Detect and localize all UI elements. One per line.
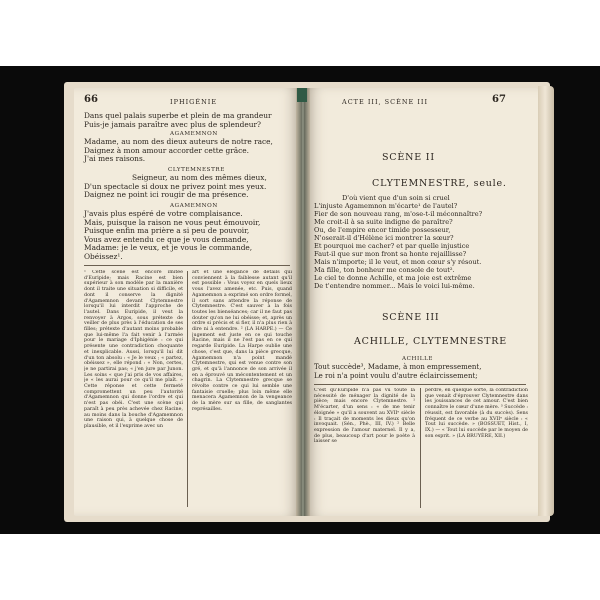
verse-line: Mais n'importe; il le veut, et mon cœur s'y résout.: [314, 258, 482, 266]
verse-line: Me croit-il à sa suite indigne de paraître?: [314, 218, 453, 226]
scene-3-characters: ACHILLE, CLYTEMNESTRE: [354, 336, 507, 347]
scene-3-title: SCÈNE III: [382, 312, 440, 323]
verse-line: Obéissez¹.: [84, 252, 123, 261]
footnote-text: perdre, en quelque sorte, la contradiction que venait d'éprouver Clytemnestre dans les jouissances de cet amour. C'est bien connaître le cœur d'une mère. ³ Succède : réussit, est favorable (à du succès). Sens fréquent de ce verbe au XVIIᵉ siècle : « Tout lui succède. » (BOSSUET, Hist., I, IX.) — « Tout lui succède par le moyen de son esprit. » (LA BRUYÈRE, XII.): [425, 388, 528, 439]
verse-line: Le roi n'a point voulu d'autre éclaircissement;: [314, 371, 478, 380]
right-page-number: 67: [492, 94, 506, 105]
footnote-text: C'est qu'Euripide n'a pas vu toute la nécessité de ménager la dignité de la pièce; mais encore Clytemnestre. ¹ M'écarter, d'un sens : « de me tenir éloignée » qu'il a souvent au XVIIᵉ siècle : Il traçait de moments les dieux qu'on invoquait. (Sén., Phè., III, IV.) ² Belle expression de l'amour maternel. Il y a, de plus, beaucoup d'art pour le poète à laisser se: [314, 388, 415, 445]
verse-line: Le ciel te donne Achille, et ma joie est extrême: [314, 274, 472, 282]
footnote-divider: [314, 384, 526, 385]
footnote-column-right: [425, 388, 528, 510]
scene-2-characters: CLYTEMNESTRE, seule.: [372, 178, 507, 189]
footnote-column-right: [192, 270, 292, 510]
verse-line: Madame: je le veux, et je vous le commande,: [84, 243, 253, 253]
verse-line: J'avais plus espéré de votre complaisance.: [84, 209, 243, 218]
verse-line: L'injuste Agamemnon m'écarte¹ de l'autel?: [314, 202, 458, 210]
verse-line: J'ai mes raisons.: [84, 154, 146, 164]
left-page-number: 66: [84, 94, 98, 105]
footnote-column-left: [314, 388, 415, 510]
footnote-divider: [84, 265, 290, 266]
scene-2-title: SCÈNE II: [382, 152, 435, 163]
speaker-label: AGAMEMNON: [170, 131, 218, 137]
bookmark-ribbon: [297, 88, 307, 102]
verse-line: Dans quel palais superbe et plein de ma grandeur: [84, 111, 272, 120]
verse-line: De t'entendre nommer... Mais le voici lui-même.: [314, 282, 475, 290]
verse-line: Ou, de l'empire encor timide possesseur,: [314, 226, 451, 234]
verse-line: Madame, au nom des dieux auteurs de notre race,: [84, 137, 273, 146]
left-running-title: IPHIGÉNIE: [170, 98, 218, 106]
verse-line: Daignez à mon amour accorder cette grâce.: [84, 145, 249, 155]
verse-line: Mais, puisque la raison ne vous peut émouvoir,: [84, 217, 261, 227]
verse-line: Puis-je jamais paraître avec plus de splendeur?: [84, 119, 261, 129]
verse-line: Ma fille, ton bonheur me console de tout².: [314, 266, 455, 274]
column-divider: [187, 271, 188, 507]
right-running-title: ACTE III, SCÈNE III: [342, 98, 429, 106]
verse-line: Faut-il que sur mon front sa honte rejaillisse?: [314, 250, 467, 258]
verse-line: Vous avez entendu ce que je vous demande,: [84, 234, 249, 244]
book-cover-edge: [538, 86, 554, 516]
verse-line: Puisque enfin ma prière a si peu de pouvoir,: [84, 226, 250, 236]
footnote-text: ¹ Cette scène est encore imitée d'Euripide; mais Racine est bien supérieur à son modèle par la manière dont il traite une situation si difficile, et dont il conserve la dignité d'Agamemnon devant Clytemnestre lorsqu'il lui interdit l'approche de l'autel. Dans Euripide, il veut la renvoyer à Argos, sous prétexte de veiller de plus près à l'éducation de ses filles; prétexte d'autant moins probable que lui-même l'a fait venir à l'armée pour le mariage d'Iphigénie : ce qui présente une contradiction choquante et inexplicable. Aussi, lorsqu'il lui dit d'un ton absolu : « Je le veux ; « partez, obéissez », elle répond : « Non, certes, je ne partirai pas; « j'en jure par Junon. Les soins « que j'ai pris de vos affaires, je « les aurai pour ce qu'il me plaît. » Cette réponse et cette fermeté compromettent un peu l'autorité d'Agamemnon qui donne l'ordre et qui n'est pas obéi. C'est une scène qui paraît à peu près achevée chez Racine, au moins dans la bouche d'Agamemnon une raison qui, à quelque chose de plausible, et il l'exprime avec un: [84, 270, 183, 429]
verse-line: Tout succède³, Madame, à mon empressement,: [314, 363, 482, 371]
book-gutter: [296, 88, 310, 516]
left-page: [74, 88, 302, 516]
speaker-label: AGAMEMNON: [170, 203, 218, 209]
footnote-column-left: [84, 270, 183, 510]
verse-line: Seigneur, au nom des mêmes dieux,: [132, 173, 267, 182]
footnote-text: art et une élégance de détails qui conviennent à la faiblesse autant qu'il est possible : Vous voyez en quels lieux vous l'avez amenée, etc. Puis, quand Agamemnon a exprimé son ordre formel, il sort sans attendre la réponse de Clytemnestre. C'est sauver à la fois toutes les bienséances; car il ne faut pas douter qu'on ne lui obéisse; et, après un ordre si précis et si fier, il n'a plus rien à dire ni à entendre. ² (LA HARPE.) — Ce jugement est juste en ce qui touche Racine, mais il ne l'est pas en ce qui regarde Euripide. La Harpe oublie une chose, c'est que, dans la pièce grecque, Agamemnon n'a point mandé Clytemnestre, qui est venue contre son gré, et qu'à l'annonce de son arrivée il en a éprouvé un mécontentement et un chagrin. La Clytemnestre grecque se révolte contre ce qui lui semble une fantaisie cruelle; plus loin même elle menacera Agamemnon de la vengeance de la mère sur sa fille, de sanglantes représailles.: [192, 270, 292, 412]
column-divider: [420, 388, 421, 508]
speaker-label: ACHILLE: [402, 356, 434, 362]
verse-line: N'oserait-il d'Hélène ici montrer la sœur?: [314, 234, 454, 242]
verse-line: Fier de son nouveau rang, m'ose-t-il méconnaître?: [314, 210, 483, 218]
verse-line: Daignez ne point ici rougir de ma présence.: [84, 190, 249, 200]
speaker-label: CLYTEMNESTRE: [168, 167, 225, 173]
verse-line: Et pourquoi me cacher? et par quelle injustice: [314, 242, 470, 250]
right-page: [304, 88, 538, 516]
verse-line: D'où vient que d'un soin si cruel: [342, 194, 450, 202]
verse-line: D'un spectacle si doux ne privez point mes yeux.: [84, 181, 267, 191]
